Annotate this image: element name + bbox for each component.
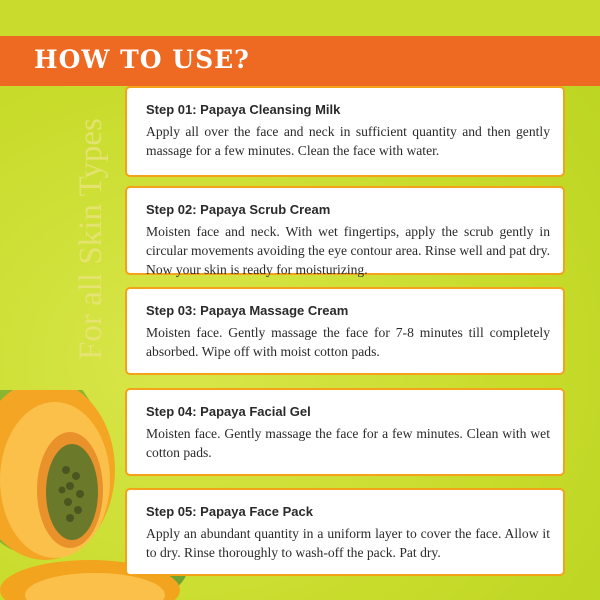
step-title: Step 01: Papaya Cleansing Milk xyxy=(146,102,341,117)
step-card-5 xyxy=(125,488,565,576)
step-title: Step 03: Papaya Massage Cream xyxy=(146,303,349,318)
step-title: Step 04: Papaya Facial Gel xyxy=(146,404,311,419)
step-title: Step 02: Papaya Scrub Cream xyxy=(146,202,331,217)
step-title: Step 05: Papaya Face Pack xyxy=(146,504,313,519)
step-description: Moisten face. Gently massage the face for 7-8 minutes till completely absorbed. Wipe off with moist cotton pads. xyxy=(146,325,550,359)
step-description: Moisten face and neck. With wet fingertips, apply the scrub gently in circular movements avoiding the eye contour area. Rinse well and pat dry. Now your skin is ready for moisturizing. xyxy=(146,224,550,277)
side-text: For all Skin Types xyxy=(73,118,109,360)
step-description: Apply an abundant quantity in a uniform layer to cover the face. Allow it to dry. Rinse thoroughly to wash-off the pack. Pat dry. xyxy=(146,526,550,560)
step-description: Apply all over the face and neck in sufficient quantity and then gently massage for a few minutes. Clean the face with water. xyxy=(146,124,550,158)
step-card-1 xyxy=(125,86,565,177)
step-card-3 xyxy=(125,287,565,375)
step-card-2 xyxy=(125,186,565,275)
header-bar xyxy=(0,36,600,86)
step-card-4 xyxy=(125,388,565,476)
page-title: HOW TO USE? xyxy=(34,45,250,74)
top-band xyxy=(0,0,600,36)
step-description: Moisten face. Gently massage the face for a few minutes. Clean with wet cotton pads. xyxy=(146,426,550,460)
